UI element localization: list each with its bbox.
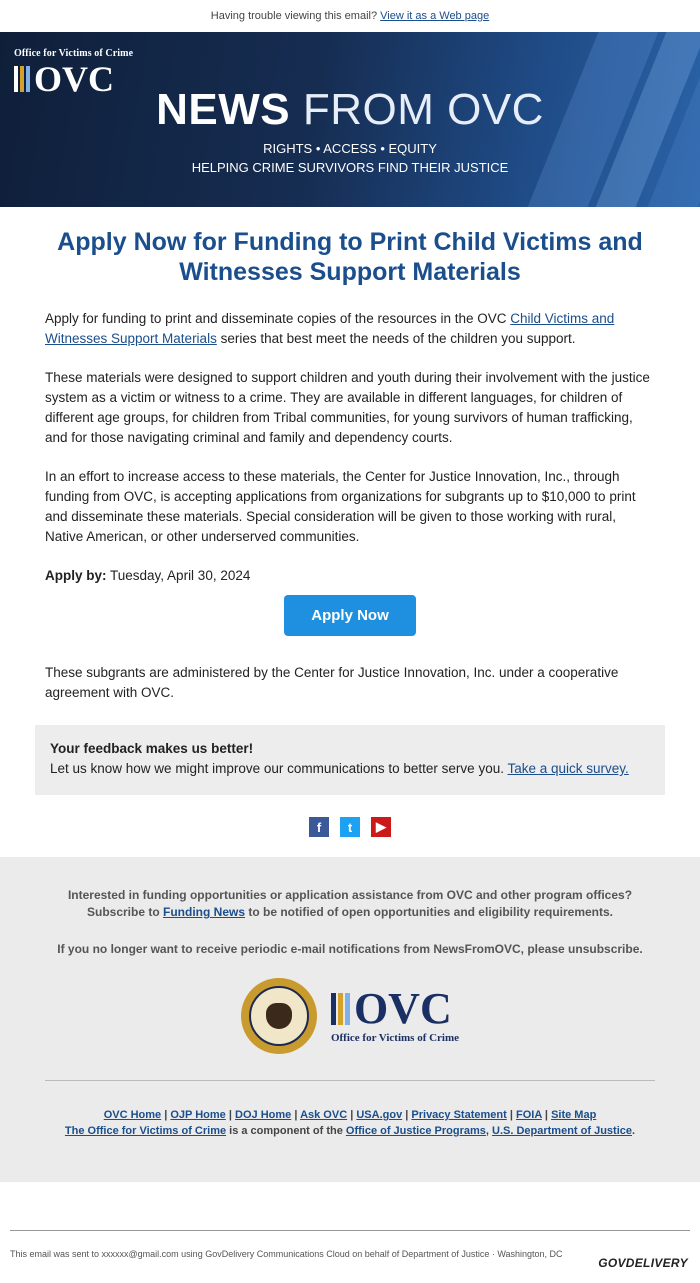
paragraph-1: Apply for funding to print and disseminate copies of the resources in the OVC Child Victims and Witnesses Support Materials series that best meet the needs of the children you support. (45, 311, 615, 346)
book-icon (331, 993, 350, 1025)
ovc-footer-word: OVC (353, 984, 452, 1033)
tagline-line-1: RIGHTS • ACCESS • EQUITY (263, 141, 437, 156)
foia-link[interactable]: FOIA (515, 1109, 542, 1121)
funding-news-link[interactable]: Funding News (163, 905, 245, 919)
article (0, 207, 700, 703)
feedback-box (35, 725, 665, 795)
ovc-home-link[interactable]: OVC Home (103, 1109, 162, 1121)
apply-by (45, 566, 655, 586)
banner-title-bold: NEWS (156, 85, 291, 134)
banner-tagline (0, 139, 700, 177)
feedback-title: Your feedback makes us better! (50, 741, 254, 756)
apply-by-label: Apply by: (45, 568, 107, 583)
footer-logos (45, 978, 655, 1054)
banner-title-light: FROM OVC (302, 85, 544, 134)
view-web-page-link[interactable]: View it as a Web page (380, 10, 490, 22)
paragraph-4: These subgrants are administered by the Center for Justice Innovation, Inc. under a cooperative agreement with OVC. (45, 665, 619, 700)
privacy-statement-link[interactable]: Privacy Statement (411, 1109, 507, 1121)
ojp-home-link[interactable]: OJP Home (170, 1109, 226, 1121)
social-links (0, 795, 700, 857)
topbar (0, 0, 700, 32)
ovc-footer-logo[interactable] (330, 984, 460, 1044)
support-materials-link[interactable]: Child Victims and Witnesses Support Materials (45, 311, 615, 346)
banner-title (0, 86, 700, 134)
article-headline: Apply Now for Funding to Print Child Victims and Witnesses Support Materials (57, 228, 643, 286)
logo-word: OVC (34, 59, 114, 99)
usa-gov-link[interactable]: USA.gov (356, 1109, 403, 1121)
apply-now-button[interactable]: Apply Now (284, 595, 416, 636)
survey-link[interactable]: Take a quick survey. (507, 761, 629, 776)
bottom-bar (0, 1230, 700, 1270)
twitter-icon[interactable]: t (340, 817, 360, 837)
bottom-divider (10, 1230, 690, 1231)
footer-subscribe-line: Subscribe to Funding News to be notified of open opportunities and eligibility requirements. (86, 905, 614, 919)
ask-ovc-link[interactable]: Ask OVC (300, 1109, 348, 1121)
footer-links: OVC Home | OJP Home | DOJ Home | Ask OVC | USA.gov | Privacy Statement | FOIA | Site Map The Office for Victims of Crime is a component of the Office of Justice Programs, U.S. Department of Justice. (64, 1109, 636, 1137)
ovc-footer-caption: Office for Victims of Crime (330, 1032, 460, 1044)
footer-divider (45, 1080, 655, 1081)
facebook-icon[interactable]: f (309, 817, 329, 837)
logo-caption: Office for Victims of Crime (14, 48, 134, 59)
ojp-component-link[interactable]: Office of Justice Programs (345, 1125, 486, 1137)
govdelivery-logo[interactable]: GOVDELIVERY (598, 1256, 688, 1270)
topbar-text: Having trouble viewing this email? (210, 10, 378, 22)
feedback-text: Let us know how we might improve our communications to better serve you. Take a quick survey. (50, 761, 629, 776)
tagline-line-2: HELPING CRIME SURVIVORS FIND THEIR JUSTICE (191, 160, 509, 175)
footer-funding-line: Interested in funding opportunities or application assistance from OVC and other program offices? (67, 888, 633, 902)
apply-by-date: Tuesday, April 30, 2024 (106, 568, 251, 583)
site-map-link[interactable]: Site Map (551, 1109, 597, 1121)
ovc-component-link[interactable]: The Office for Victims of Crime (64, 1125, 227, 1137)
youtube-icon[interactable]: ▶ (371, 817, 391, 837)
doj-component-link[interactable]: U.S. Department of Justice (492, 1125, 632, 1137)
doj-home-link[interactable]: DOJ Home (235, 1109, 292, 1121)
paragraph-2: These materials were designed to support children and youth during their involvement with the justice system as a victim or witness to a crime. They are available in different languages, for children of different age groups, for children from Tribal communities, for young survivors of human trafficking, and for those navigating criminal and family and dependency courts. (45, 370, 650, 445)
doj-seal-icon[interactable] (241, 978, 317, 1054)
footer (0, 857, 700, 1182)
sent-to-text: This email was sent to xxxxxx@gmail.com using GovDelivery Communications Cloud on behalf of Department of Justice · Washington, DC (10, 1249, 563, 1259)
unsubscribe-line: If you no longer want to receive periodic e-mail notifications from NewsFromOVC, please unsubscribe. (57, 942, 643, 956)
paragraph-3: In an effort to increase access to these materials, the Center for Justice Innovation, Inc., through funding from OVC, is accepting applications from organizations for subgrants up to $10,000 to print and disseminate these materials. Special consideration will be given to those working with rural, Native American, or other underserved communities. (45, 469, 636, 544)
header-banner (0, 32, 700, 207)
